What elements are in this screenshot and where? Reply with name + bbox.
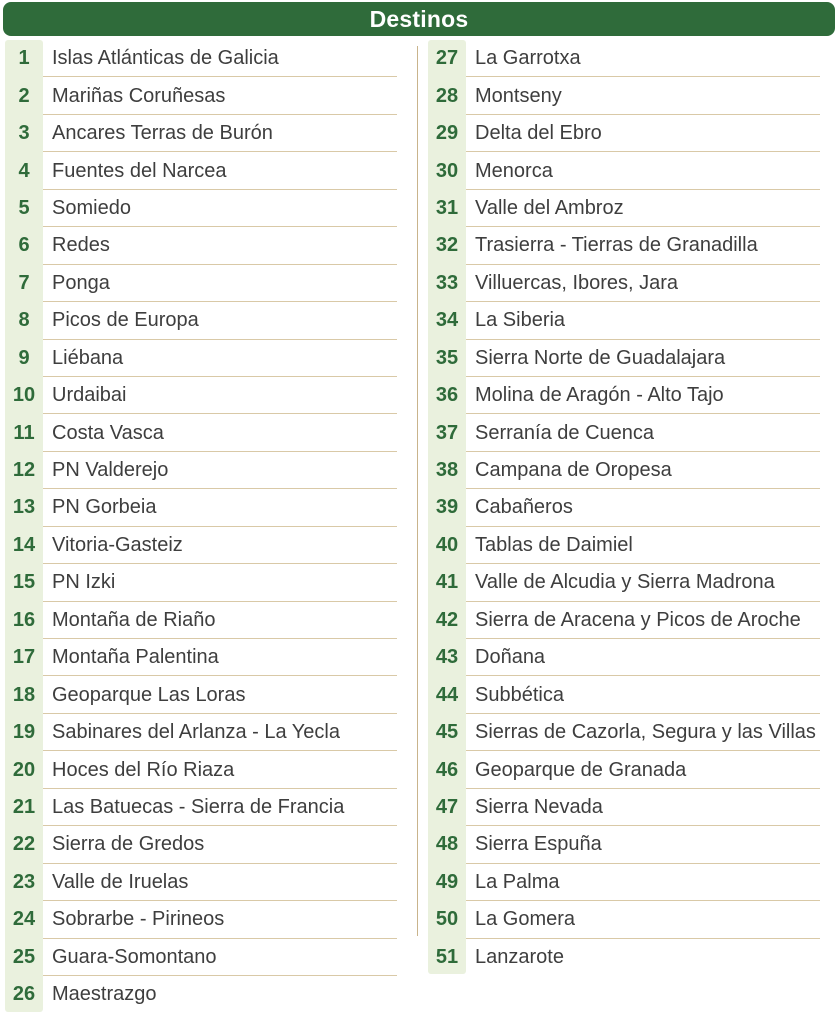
page-title: Destinos <box>369 5 469 32</box>
destination-row <box>5 901 397 938</box>
destination-name: Ponga <box>52 271 110 294</box>
destination-name: La Palma <box>475 870 560 893</box>
column-divider <box>417 46 418 936</box>
destination-number: 11 <box>13 421 35 444</box>
destination-number: 7 <box>18 271 30 294</box>
destination-row <box>5 227 397 264</box>
destination-name: Sierra de Gredos <box>52 833 205 856</box>
destination-row <box>428 452 820 489</box>
destination-row <box>5 414 397 451</box>
destination-number: 23 <box>12 870 36 893</box>
destination-name: Menorca <box>475 159 553 182</box>
destination-number: 24 <box>12 908 36 931</box>
destination-name: Tablas de Daimiel <box>475 533 633 556</box>
destination-number: 10 <box>12 384 36 407</box>
destination-row <box>428 340 820 377</box>
destination-name: La Siberia <box>475 309 566 332</box>
destination-number: 30 <box>435 159 459 182</box>
destination-number: 2 <box>18 84 30 107</box>
destinations-list-right <box>428 40 820 976</box>
destination-row <box>5 190 397 227</box>
destination-name: Sierra Norte de Guadalajara <box>475 346 726 369</box>
destination-name: Valle del Ambroz <box>475 196 624 219</box>
destination-number: 46 <box>435 758 459 781</box>
destination-name: La Garrotxa <box>475 47 581 70</box>
destination-number: 17 <box>12 646 36 669</box>
destination-name: Costa Vasca <box>52 421 164 444</box>
destinations-header <box>3 2 835 36</box>
destination-row <box>428 789 820 826</box>
destination-row <box>5 302 397 339</box>
destination-name: Geoparque de Granada <box>475 758 687 781</box>
destination-name: PN Gorbeia <box>52 496 157 519</box>
destination-row <box>428 676 820 713</box>
destination-name: PN Valderejo <box>52 459 169 482</box>
destination-row <box>428 826 820 863</box>
destination-row <box>428 265 820 302</box>
destination-name: Hoces del Río Riaza <box>52 758 235 781</box>
destination-number: 39 <box>435 496 459 519</box>
destination-name: Sobrarbe - Pirineos <box>52 908 225 931</box>
destination-number: 32 <box>435 234 459 257</box>
destination-number: 37 <box>435 421 459 444</box>
destination-row <box>5 676 397 713</box>
destination-number: 19 <box>12 721 36 744</box>
destination-number: 20 <box>12 758 36 781</box>
destination-number: 26 <box>12 983 36 1006</box>
destination-row <box>428 564 820 601</box>
destination-number: 9 <box>18 346 30 369</box>
destination-row <box>428 939 820 976</box>
destination-name: Mariñas Coruñesas <box>52 84 226 107</box>
destination-row <box>5 115 397 152</box>
destination-name: Montseny <box>475 84 562 107</box>
destination-row <box>428 190 820 227</box>
destination-name: Lanzarote <box>475 945 564 968</box>
destination-row <box>5 751 397 788</box>
destination-number: 36 <box>435 384 459 407</box>
destination-number: 50 <box>435 908 459 931</box>
destination-name: Trasierra - Tierras de Granadilla <box>475 234 758 257</box>
destination-number: 43 <box>435 646 459 669</box>
destination-name: Molina de Aragón - Alto Tajo <box>475 384 724 407</box>
destination-number: 31 <box>435 196 459 219</box>
destination-name: Montaña Palentina <box>52 646 219 669</box>
destination-name: PN Izki <box>52 571 116 594</box>
destination-name: Delta del Ebro <box>475 122 602 145</box>
destination-number: 28 <box>435 84 459 107</box>
destination-number: 42 <box>435 608 459 631</box>
destination-row <box>428 901 820 938</box>
destination-row <box>5 714 397 751</box>
destination-row <box>428 77 820 114</box>
destination-row <box>5 602 397 639</box>
destination-row <box>5 564 397 601</box>
destination-row <box>5 452 397 489</box>
destination-row <box>5 864 397 901</box>
destination-row <box>428 414 820 451</box>
destination-name: Cabañeros <box>475 496 573 519</box>
destination-name: Las Batuecas - Sierra de Francia <box>52 795 345 818</box>
destination-name: Vitoria-Gasteiz <box>52 533 183 556</box>
destination-row <box>428 302 820 339</box>
destination-name: Doñana <box>475 646 546 669</box>
destination-number: 6 <box>18 234 30 257</box>
destination-name: Sierra Nevada <box>475 795 603 818</box>
destination-name: Sierras de Cazorla, Segura y las Villas <box>475 721 816 744</box>
destination-name: Geoparque Las Loras <box>52 683 246 706</box>
destination-number: 8 <box>18 309 30 332</box>
destination-name: Urdaibai <box>52 384 127 407</box>
destination-row <box>5 377 397 414</box>
destination-row <box>5 976 397 1013</box>
destination-number: 15 <box>12 571 36 594</box>
destination-name: Somiedo <box>52 196 131 219</box>
destination-row <box>428 864 820 901</box>
destination-number: 35 <box>435 346 459 369</box>
destination-number: 27 <box>435 47 459 70</box>
destination-row <box>5 639 397 676</box>
destination-row <box>428 115 820 152</box>
destination-number: 13 <box>12 496 36 519</box>
destination-number: 21 <box>12 795 36 818</box>
destination-row <box>5 340 397 377</box>
destination-row <box>428 714 820 751</box>
destination-name: Liébana <box>52 346 124 369</box>
destination-number: 45 <box>435 721 459 744</box>
destination-name: Campana de Oropesa <box>475 459 672 482</box>
destination-name: Guara-Somontano <box>52 945 217 968</box>
destination-name: Ancares Terras de Burón <box>52 122 273 145</box>
destination-row <box>5 826 397 863</box>
destination-number: 51 <box>435 945 459 968</box>
destination-row <box>5 152 397 189</box>
destination-name: Subbética <box>475 683 564 706</box>
destination-name: Villuercas, Ibores, Jara <box>475 271 679 294</box>
destination-number: 18 <box>12 683 36 706</box>
destination-row <box>428 152 820 189</box>
destination-row <box>428 40 820 77</box>
destination-name: Redes <box>52 234 110 257</box>
destination-row <box>5 789 397 826</box>
destination-number: 12 <box>12 459 36 482</box>
destination-row <box>428 639 820 676</box>
destination-number: 34 <box>435 309 459 332</box>
destinations-list-left <box>5 40 397 1013</box>
destination-number: 16 <box>12 608 36 631</box>
destination-name: Picos de Europa <box>52 309 199 332</box>
destination-number: 14 <box>12 533 36 556</box>
destination-name: La Gomera <box>475 908 576 931</box>
destination-row <box>5 527 397 564</box>
destination-row <box>428 751 820 788</box>
destination-number: 49 <box>435 870 459 893</box>
destination-row <box>5 77 397 114</box>
destination-number: 25 <box>12 945 36 968</box>
destination-name: Serranía de Cuenca <box>475 421 655 444</box>
destination-number: 22 <box>12 833 36 856</box>
destination-number: 5 <box>18 196 30 219</box>
destination-row <box>428 227 820 264</box>
destination-row <box>428 602 820 639</box>
destination-number: 1 <box>18 47 30 70</box>
destination-number: 41 <box>435 571 459 594</box>
destination-number: 47 <box>435 795 459 818</box>
destination-name: Montaña de Riaño <box>52 608 216 631</box>
destination-name: Sabinares del Arlanza - La Yecla <box>52 721 340 744</box>
destination-name: Sierra Espuña <box>475 833 602 856</box>
destination-row <box>428 527 820 564</box>
destination-name: Sierra de Aracena y Picos de Aroche <box>475 608 801 631</box>
destination-number: 40 <box>435 533 459 556</box>
destination-number: 33 <box>435 271 459 294</box>
destination-name: Maestrazgo <box>52 983 157 1006</box>
destination-number: 3 <box>18 122 30 145</box>
destination-row <box>428 377 820 414</box>
destination-row <box>5 265 397 302</box>
destination-name: Valle de Alcudia y Sierra Madrona <box>475 571 775 594</box>
destination-number: 4 <box>18 159 30 182</box>
destination-row <box>5 489 397 526</box>
destination-name: Fuentes del Narcea <box>52 159 227 182</box>
destination-row <box>428 489 820 526</box>
destination-name: Islas Atlánticas de Galicia <box>52 47 279 70</box>
destination-name: Valle de Iruelas <box>52 870 189 893</box>
destination-number: 44 <box>435 683 459 706</box>
destination-number: 48 <box>435 833 459 856</box>
destination-number: 38 <box>435 459 459 482</box>
destination-row <box>5 40 397 77</box>
destination-row <box>5 939 397 976</box>
destination-number: 29 <box>435 122 459 145</box>
